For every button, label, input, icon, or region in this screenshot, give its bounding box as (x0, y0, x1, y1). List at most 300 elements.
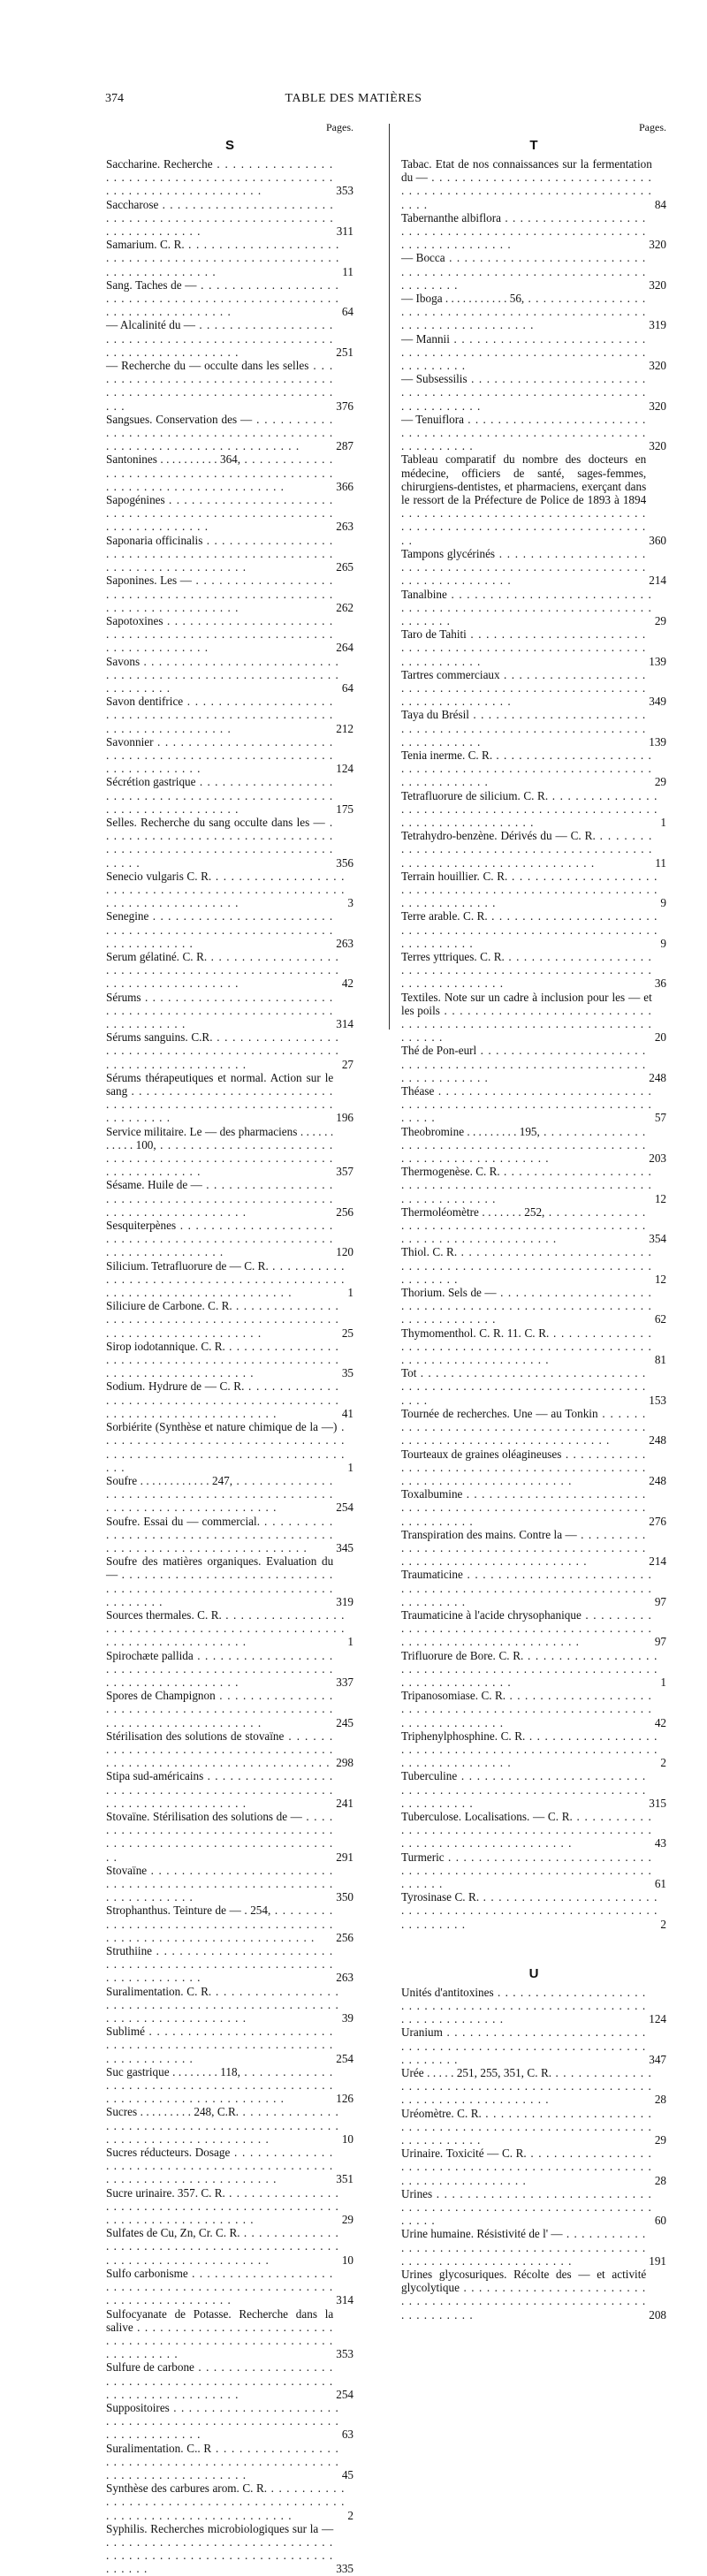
entry-page: 354 (649, 1232, 666, 1246)
entry-text: — Bocca . . . (401, 251, 646, 292)
entry-text: Suralimentation. C. R. . . . (106, 1985, 339, 2025)
entry-page: 20 (654, 1030, 666, 1045)
entry-page: 10 (341, 2253, 354, 2267)
index-entry (106, 359, 354, 413)
entry-text: Transpiration des mains. Contre la — . . . (401, 1528, 646, 1569)
index-entry (106, 775, 354, 816)
entry-page: 64 (341, 680, 354, 695)
entry-text: Thermoléomètre . . . . . . . 252, . . . (401, 1205, 646, 1246)
entry-page: 11 (342, 264, 354, 278)
entry-text: Tetrafluorure de silicium. C. R. . . . (401, 789, 658, 830)
index-entry (401, 1986, 666, 2026)
index-entry (106, 1689, 354, 1729)
entry-text: Serum gélatiné. C. R. . . . (106, 950, 339, 991)
index-entry (106, 1178, 354, 1219)
entry-page: 29 (341, 2213, 354, 2227)
entry-page: 345 (336, 1540, 354, 1554)
entry-page: 256 (336, 1930, 354, 1944)
entry-text: Sulfo carbonisme . . . (106, 2267, 333, 2307)
entry-page: 11 (655, 855, 666, 870)
index-entry (106, 318, 354, 359)
index-entry (106, 816, 354, 870)
entry-page: 298 (336, 1756, 354, 1770)
entry-page: 27 (341, 1057, 354, 1071)
index-entry (401, 748, 666, 789)
entry-page: 97 (654, 1594, 666, 1608)
entry-text: Sécrétion gastrique . . . (106, 775, 333, 816)
index-entry (401, 157, 666, 211)
index-entry (106, 950, 354, 991)
entry-text: Stovaïne. Stérilisation des solutions de — . . . (106, 1810, 333, 1864)
entry-page: 57 (654, 1111, 666, 1125)
index-entry (106, 278, 354, 319)
index-entry (106, 2442, 354, 2482)
entry-text: Taya du Brésil . . . (401, 708, 646, 748)
entry-page: 1 (347, 1635, 354, 1649)
entry-text: Senecio vulgaris C. R. . . . (106, 870, 345, 910)
entry-page: 97 (654, 1635, 666, 1649)
index-entry (401, 1608, 666, 1649)
entry-page: 254 (336, 2051, 354, 2065)
entry-text: Saccharine. Recherche . . . (106, 157, 333, 198)
entry-page: 29 (654, 2133, 666, 2147)
index-entry (401, 1649, 666, 1690)
entry-page: 120 (336, 1245, 354, 1259)
left-column (106, 120, 354, 2576)
entry-page: 203 (649, 1151, 666, 1166)
entry-page: 61 (654, 1877, 666, 1890)
index-entry (106, 2522, 354, 2576)
index-entry (106, 2065, 354, 2106)
index-entry (106, 1071, 354, 1125)
entry-page: 263 (336, 936, 354, 950)
entry-text: — Mannii . . . (401, 332, 646, 373)
entry-text: Thymomenthol. C. R. 11. C. R. . . . (401, 1326, 652, 1367)
index-entry (401, 2268, 666, 2321)
entry-text: Toxalbumine . . . (401, 1487, 646, 1528)
index-entry (106, 2226, 354, 2267)
index-entry (401, 2187, 666, 2228)
entry-text: — Recherche du — occulte dans les selles . . . (106, 359, 333, 413)
entry-text: Thiol. C. R. . . . (401, 1245, 652, 1286)
entry-page: 139 (649, 654, 666, 668)
index-entry (106, 1259, 354, 1300)
entry-page: 1 (347, 1286, 354, 1300)
index-entry (106, 695, 354, 735)
entry-text: — Tenuiflora . . . (401, 413, 646, 453)
index-entry (106, 574, 354, 614)
index-entry (106, 1474, 354, 1515)
right-column (401, 120, 666, 2321)
entry-text: — Iboga . . . . . . . . . . . 56, . . . (401, 292, 646, 332)
entry-page: 29 (654, 775, 666, 789)
entry-text: Uranium . . . (401, 2025, 646, 2066)
entry-page: 248 (649, 1433, 666, 1448)
entry-text: Suppositoires . . . (106, 2401, 339, 2442)
index-entry (401, 588, 666, 628)
index-entry (106, 238, 354, 278)
entry-text: Sérums thérapeutiques et normal. Action sur le sang . . . (106, 1071, 333, 1125)
entry-page: 12 (654, 1272, 666, 1286)
entry-page: 254 (336, 2387, 354, 2401)
entry-page: 263 (336, 520, 354, 534)
entry-text: Stérilisation des solutions de stovaïne . . . (106, 1729, 333, 1770)
entry-text: Strophanthus. Teinture de — . 254, . . . (106, 1904, 333, 1944)
entry-page: 376 (336, 399, 354, 413)
entry-text: Sorbiérite (Synthèse et nature chimique de la —) . . . (106, 1420, 345, 1474)
index-entry (401, 1810, 666, 1850)
entry-text: Tot . . . (401, 1366, 646, 1407)
entry-text: Soufre des matières organiques. Evaluation du — . . . (106, 1554, 333, 1608)
index-entry (106, 493, 354, 534)
index-entry (401, 1245, 666, 1286)
index-entry (401, 1286, 666, 1326)
index-entry (401, 413, 666, 453)
entry-page: 248 (649, 1473, 666, 1487)
entry-page: 175 (336, 802, 354, 816)
entry-text: Tuberculose. Localisations. — C. R. . . . (401, 1810, 652, 1850)
index-entry (106, 1379, 354, 1420)
entry-text: Tripanosomiase. C. R. . . . (401, 1689, 652, 1729)
index-entry (106, 2401, 354, 2442)
entry-page: 254 (336, 1501, 354, 1515)
entry-page: 42 (341, 976, 354, 991)
index-entry (401, 1165, 666, 1205)
index-entry (401, 372, 666, 413)
entry-page: 29 (654, 613, 666, 627)
entry-page: 335 (336, 2562, 354, 2576)
index-entry (401, 1528, 666, 1569)
entry-page: 353 (336, 184, 354, 198)
entry-page: 42 (654, 1715, 666, 1729)
entry-page: 35 (341, 1366, 354, 1380)
entry-text: Sucres . . . . . . . . . 248, C.R. . . . (106, 2105, 339, 2146)
entry-text: Tourteaux de graines oléagineuses . . . (401, 1448, 646, 1488)
page-header (0, 92, 707, 110)
entry-text: Traumaticine . . . (401, 1568, 652, 1608)
entry-text: Senegine . . . (106, 909, 333, 950)
index-list-u (401, 1986, 666, 2321)
index-entry (401, 211, 666, 252)
index-entry (401, 452, 666, 546)
index-entry (106, 1554, 354, 1608)
index-entry (106, 1810, 354, 1864)
index-entry (401, 991, 666, 1045)
entry-text: Sérums sanguins. C.R. . . . (106, 1030, 339, 1071)
entry-text: Sucres réducteurs. Dosage . . . (106, 2146, 333, 2186)
entry-page: 153 (649, 1393, 666, 1407)
section-heading-s: S (224, 138, 234, 153)
entry-page: 320 (649, 359, 666, 373)
entry-text: Sang. Taches de — . . . (106, 278, 339, 319)
entry-page: 212 (336, 721, 354, 735)
entry-text: Selles. Recherche du sang occulte dans les — . . . (106, 816, 333, 870)
entry-page: 263 (336, 1971, 354, 1985)
entry-page: 39 (341, 2011, 354, 2025)
index-entry (401, 2227, 666, 2268)
entry-text: Savon dentifrice . . . (106, 695, 333, 735)
entry-text: Thé de Pon-eurl . . . (401, 1044, 646, 1084)
index-entry (401, 627, 666, 668)
entry-page: 12 (654, 1191, 666, 1205)
index-entry (106, 1219, 354, 1259)
entry-page: 28 (654, 2093, 666, 2107)
index-entry (106, 909, 354, 950)
index-entry (106, 2360, 354, 2401)
index-entry (106, 2307, 354, 2361)
entry-page: 1 (347, 1460, 354, 1474)
entry-text: Sésame. Huile de — . . . (106, 1178, 333, 1219)
entry-text: Terres yttriques. C. R. . . . (401, 950, 652, 991)
index-entry (106, 2105, 354, 2146)
entry-text: Sirop iodotannique. C. R. . . . (106, 1340, 339, 1380)
index-entry (106, 1340, 354, 1380)
index-entry (401, 2147, 666, 2187)
entry-page: 248 (649, 1070, 666, 1084)
entry-text: Taro de Tahiti . . . (401, 627, 646, 668)
entry-page: 28 (654, 2173, 666, 2187)
pages-label: Pages. (326, 121, 354, 133)
index-entry (401, 1729, 666, 1770)
index-entry (106, 413, 354, 453)
entry-text: Unités d'antitoxines . . . (401, 1986, 646, 2026)
entry-page: 360 (649, 533, 666, 547)
entry-text: Tableau comparatif du nombre des docteurs en médecine, officiers de santé, sages-femmes, chirurgiens-dentistes, et pharmaciens, exerçant dans le ressort de la Préfecture de Police de 1893 à 1894 . . . (401, 452, 646, 546)
entry-page: 214 (649, 574, 666, 588)
index-entry (106, 1729, 354, 1770)
entry-text: Uréomètre. C. R. . . . (401, 2107, 652, 2147)
entry-page: 315 (649, 1796, 666, 1810)
entry-page: 36 (654, 976, 666, 991)
entry-text: Suralimentation. C.. R . . . (106, 2442, 339, 2482)
page-number: 374 (105, 92, 124, 105)
entry-page: 349 (649, 695, 666, 709)
entry-text: Sources thermales. C. R. . . . (106, 1608, 345, 1649)
entry-page: 337 (336, 1675, 354, 1689)
running-title: TABLE DES MATIÈRES (285, 92, 422, 105)
index-entry (106, 2025, 354, 2065)
entry-page: 214 (649, 1554, 666, 1569)
entry-page: 139 (649, 734, 666, 748)
entry-text: Sulfates de Cu, Zn, Cr. C. R. . . . (106, 2226, 339, 2267)
entry-text: Théase . . . (401, 1084, 652, 1125)
entry-text: Soufre. Essai du — commercial. . . . (106, 1515, 333, 1555)
index-entry (106, 157, 354, 198)
entry-text: Traumaticine à l'acide chrysophanique . . . (401, 1608, 652, 1649)
entry-page: 314 (336, 1017, 354, 1030)
index-entry (401, 708, 666, 748)
entry-text: Spirochæte pallida . . . (106, 1649, 333, 1690)
index-entry (106, 1864, 354, 1904)
entry-text: Tartres commerciaux . . . (401, 668, 646, 709)
index-entry (401, 1689, 666, 1729)
entry-text: Service militaire. Le — des pharmaciens . . . . . . . . . . . 100, . . . (106, 1125, 333, 1179)
index-entry (401, 1205, 666, 1246)
entry-text: Terrain houillier. C. R. . . . (401, 870, 658, 910)
entry-page: 351 (336, 2172, 354, 2186)
entry-page: 9 (660, 896, 666, 910)
entry-page: 62 (654, 1312, 666, 1326)
index-entry (106, 1904, 354, 1944)
index-entry (106, 1769, 354, 1810)
entry-page: 320 (649, 399, 666, 413)
entry-text: Savons . . . (106, 655, 339, 695)
entry-page: 265 (336, 560, 354, 574)
index-entry (401, 1084, 666, 1125)
entry-text: Stovaïne . . . (106, 1864, 333, 1904)
index-entry (106, 1030, 354, 1071)
entry-text: Saponines. Les — . . . (106, 574, 333, 614)
entry-text: Turmeric . . . (401, 1850, 652, 1891)
entry-text: Sucre urinaire. 357. C. R. . . . (106, 2186, 339, 2227)
entry-page: 9 (660, 936, 666, 950)
entry-text: Sérums . . . (106, 991, 333, 1031)
index-entry (106, 735, 354, 776)
entry-text: Terre arable. C. R. . . . (401, 909, 658, 950)
entry-text: Urinaire. Toxicité — C. R. . . . (401, 2147, 652, 2187)
index-entry (106, 614, 354, 655)
entry-text: Stipa sud-américains . . . (106, 1769, 333, 1810)
entry-text: Spores de Champignon . . . (106, 1689, 333, 1729)
index-entry (401, 668, 666, 709)
entry-text: Synthèse des carbures arom. C. R. . . . (106, 2481, 345, 2522)
index-entry (401, 1366, 666, 1407)
entry-page: 287 (336, 439, 354, 453)
index-list-t (401, 157, 666, 1931)
section-heading-u: U (528, 1965, 539, 1981)
entry-page: 245 (336, 1715, 354, 1729)
index-entry (401, 1568, 666, 1608)
entry-page: 314 (336, 2293, 354, 2307)
index-entry (401, 1850, 666, 1891)
entry-page: 126 (336, 2092, 354, 2106)
column-divider (389, 124, 390, 1030)
entry-page: 320 (649, 277, 666, 292)
index-entry (401, 1407, 666, 1448)
entry-page: 357 (336, 1165, 354, 1179)
entry-page: 264 (336, 641, 354, 655)
entry-text: Tuberculine . . . (401, 1769, 646, 1810)
entry-text: Urine humaine. Résistivité de l' — . . . (401, 2227, 646, 2268)
entry-text: — Alcalinité du — . . . (106, 318, 333, 359)
entry-text: Tabernanthe albiflora . . . (401, 211, 646, 252)
index-entry (106, 2186, 354, 2227)
index-entry (401, 909, 666, 950)
index-entry (401, 1044, 666, 1084)
entry-page: 60 (654, 2214, 666, 2228)
entry-text: Sapogénines . . . (106, 493, 333, 534)
entry-text: Saccharose . . . (106, 198, 334, 239)
entry-text: Tenia inerme. C. R. . . . (401, 748, 652, 789)
entry-text: Urines . . . (401, 2187, 652, 2228)
index-entry (106, 1420, 354, 1474)
entry-text: Samarium. C. R. . . . (106, 238, 339, 278)
section-heading-t: T (529, 138, 538, 153)
index-entry (401, 292, 666, 332)
entry-text: Tournée de recherches. Une — au Tonkin . . . (401, 1407, 646, 1448)
index-entry (106, 2267, 354, 2307)
entry-page: 81 (654, 1353, 666, 1367)
entry-page: 2 (347, 2508, 354, 2522)
entry-text: Syphilis. Recherches microbiologiques sur la — . . . (106, 2522, 333, 2576)
entry-text: Thermogenèse. C. R. . . . (401, 1165, 652, 1205)
entry-page: 311 (336, 224, 354, 239)
index-entry (401, 1125, 666, 1166)
entry-page: 63 (341, 2428, 354, 2442)
index-entry (401, 1769, 666, 1810)
entry-text: Tetrahydro-benzène. Dérivés du — C. R. . . . (401, 829, 652, 870)
entry-page: 1 (660, 1675, 666, 1689)
entry-text: Urines glycosuriques. Récolte des — et activité glycolytique . . . (401, 2268, 646, 2321)
entry-page: 320 (649, 238, 666, 252)
entry-page: 124 (336, 762, 354, 776)
index-entry (401, 2025, 666, 2066)
index-entry (401, 1326, 666, 1367)
entry-text: — Subsessilis . . . (401, 372, 646, 413)
index-entry (401, 2107, 666, 2147)
entry-text: Tabac. Etat de nos connaissances sur la fermentation du — . . . (401, 157, 652, 211)
entry-text: Thorium. Sels de — . . . (401, 1286, 652, 1326)
index-entry (106, 1649, 354, 1690)
entry-text: Savonnier . . . (106, 735, 333, 776)
index-entry (106, 1125, 354, 1179)
entry-text: Sodium. Hydrure de — C. R. . . . (106, 1379, 339, 1420)
entry-page: 353 (336, 2347, 354, 2361)
entry-page: 1 (660, 815, 666, 829)
entry-text: Theobromine . . . . . . . . . 195, . . . (401, 1125, 646, 1166)
entry-page: 366 (336, 479, 354, 493)
index-entry (401, 2066, 666, 2107)
entry-page: 43 (654, 1836, 666, 1850)
entry-page: 241 (336, 1796, 354, 1810)
entry-text: Tyrosinase C. R. . . . (401, 1890, 658, 1931)
entry-page: 84 (654, 197, 666, 211)
index-entry (401, 547, 666, 588)
index-entry (401, 870, 666, 910)
entry-page: 276 (649, 1514, 666, 1528)
index-entry (106, 452, 354, 493)
entry-text: Sapotoxines . . . (106, 614, 333, 655)
entry-page: 10 (341, 2131, 354, 2146)
entry-page: 320 (649, 439, 666, 453)
entry-page: 45 (341, 2467, 354, 2481)
index-entry (106, 1515, 354, 1555)
pages-label: Pages. (639, 121, 666, 133)
index-entry (401, 950, 666, 991)
entry-page: 256 (336, 1204, 354, 1219)
entry-page: 251 (336, 345, 354, 359)
entry-page: 356 (336, 855, 354, 870)
entry-page: 319 (336, 1594, 354, 1608)
entry-page: 25 (341, 1326, 354, 1340)
entry-page: 350 (336, 1890, 354, 1904)
entry-page: 347 (649, 2052, 666, 2066)
index-entry (106, 655, 354, 695)
entry-text: Struthiine . . . (106, 1944, 333, 1985)
index-entry (106, 1608, 354, 1649)
entry-text: Tanalbine . . . (401, 588, 652, 628)
entry-text: Trifluorure de Bore. C. R. . . . (401, 1649, 658, 1690)
entry-text: Silicium. Tetrafluorure de — C. R. . . . (106, 1259, 345, 1300)
entry-page: 64 (341, 305, 354, 319)
index-entry (401, 1890, 666, 1931)
entry-page: 124 (649, 2012, 666, 2026)
entry-page: 2 (660, 1756, 666, 1770)
entry-text: Santonines . . . . . . . . . . 364, . . . (106, 452, 333, 493)
index-entry (106, 2146, 354, 2186)
entry-text: Suc gastrique . . . . . . . . 118, . . . (106, 2065, 333, 2106)
entry-text: Sublimé . . . (106, 2025, 333, 2065)
